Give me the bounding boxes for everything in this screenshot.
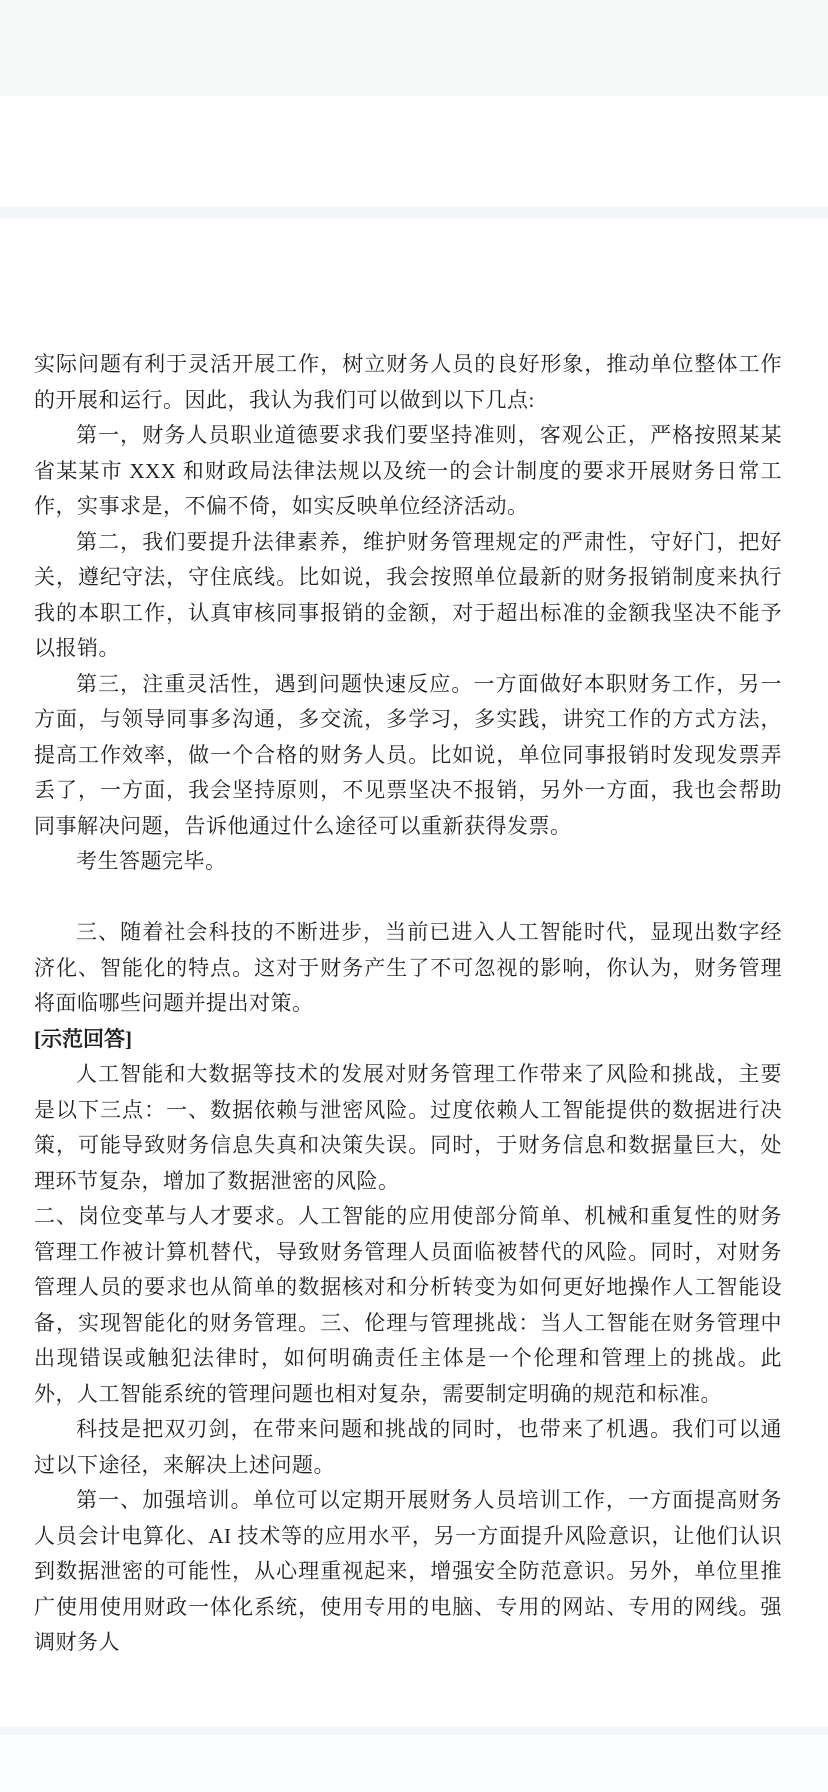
toolbar-area xyxy=(0,96,828,207)
paragraph: 二、岗位变革与人才要求。人工智能的应用使部分简单、机械和重复性的财务管理工作被计算机替代，导致财务管理人员面临被替代的风险。同时，对财务管理人员的要求也从简单的数据核对和分析转变为如何更好地操作人工智能设备，实现智能化的财务管理。三、伦理与管理挑战：当人工智能在财务管理中出现错误或触犯法律时，如何明确责任主体是一个伦理和管理上的挑战。此外，人工智能系统的管理问题也相对复杂，需要制定明确的规范和标准。 xyxy=(34,1204,782,1406)
page-top-separator xyxy=(0,207,828,218)
document-text-block xyxy=(34,347,782,1661)
model-answer-heading: [示范回答] xyxy=(34,1026,132,1051)
paragraph: 第一，财务人员职业道德要求我们要坚持准则，客观公正，严格按照某某省某某市 XXX 和财政局法律法规以及统一的会计制度的要求开展财务日常工作，实事求是，不偏不倚，如实反映单位经济活动。 xyxy=(34,423,782,518)
paragraph: 三、随着社会科技的不断进步，当前已进入人工智能时代，显现出数字经济化、智能化的特点。这对于财务产生了不可忽视的影响，你认为，财务管理将面临哪些问题并提出对策。 xyxy=(34,920,782,1015)
paragraph: 第二，我们要提升法律素养，维护财务管理规定的严肃性，守好门，把好关，遵纪守法，守住底线。比如说，我会按照单位最新的财务报销制度来执行我的本职工作，认真审核同事报销的金额，对于超出标准的金额我坚决不能予以报销。 xyxy=(34,529,782,660)
paragraph: 考生答题完毕。 xyxy=(76,849,227,873)
page-bottom-separator xyxy=(0,1727,828,1735)
paragraph: 第一、加强培训。单位可以定期开展财务人员培训工作，一方面提高财务人员会计电算化、AI 技术等的应用水平，另一方面提升风险意识，让他们认识到数据泄密的可能性，从心理重视起来，增强安全防范意识。另外，单位里推广使用使用财政一体化系统，使用专用的电脑、专用的网站、专用的网线。强调财务人 xyxy=(34,1488,782,1654)
document-page xyxy=(0,222,828,1727)
paragraph: 人工智能和大数据等技术的发展对财务管理工作带来了风险和挑战，主要是以下三点：一、数据依赖与泄密风险。过度依赖人工智能提供的数据进行决策，可能导致财务信息失真和决策失误。同时，于财务信息和数据量巨大，处理环节复杂，增加了数据泄密的风险。 xyxy=(34,1062,782,1193)
paragraph: 实际问题有利于灵活开展工作，树立财务人员的良好形象，推动单位整体工作的开展和运行。因此，我认为我们可以做到以下几点: xyxy=(34,352,782,412)
bottom-chrome-band xyxy=(0,1735,828,1792)
paragraph: 科技是把双刃剑，在带来问题和挑战的同时，也带来了机遇。我们可以通过以下途径，来解决上述问题。 xyxy=(34,1417,782,1477)
top-chrome-band xyxy=(0,0,828,96)
paragraph: 第三，注重灵活性，遇到问题快速反应。一方面做好本职财务工作，另一方面，与领导同事多沟通，多交流，多学习，多实践，讲究工作的方式方法，提高工作效率，做一个合格的财务人员。比如说，单位同事报销时发现发票弄丢了，一方面，我会坚持原则，不见票坚决不报销，另外一方面，我也会帮助同事解决问题，告诉他通过什么途径可以重新获得发票。 xyxy=(34,671,782,838)
